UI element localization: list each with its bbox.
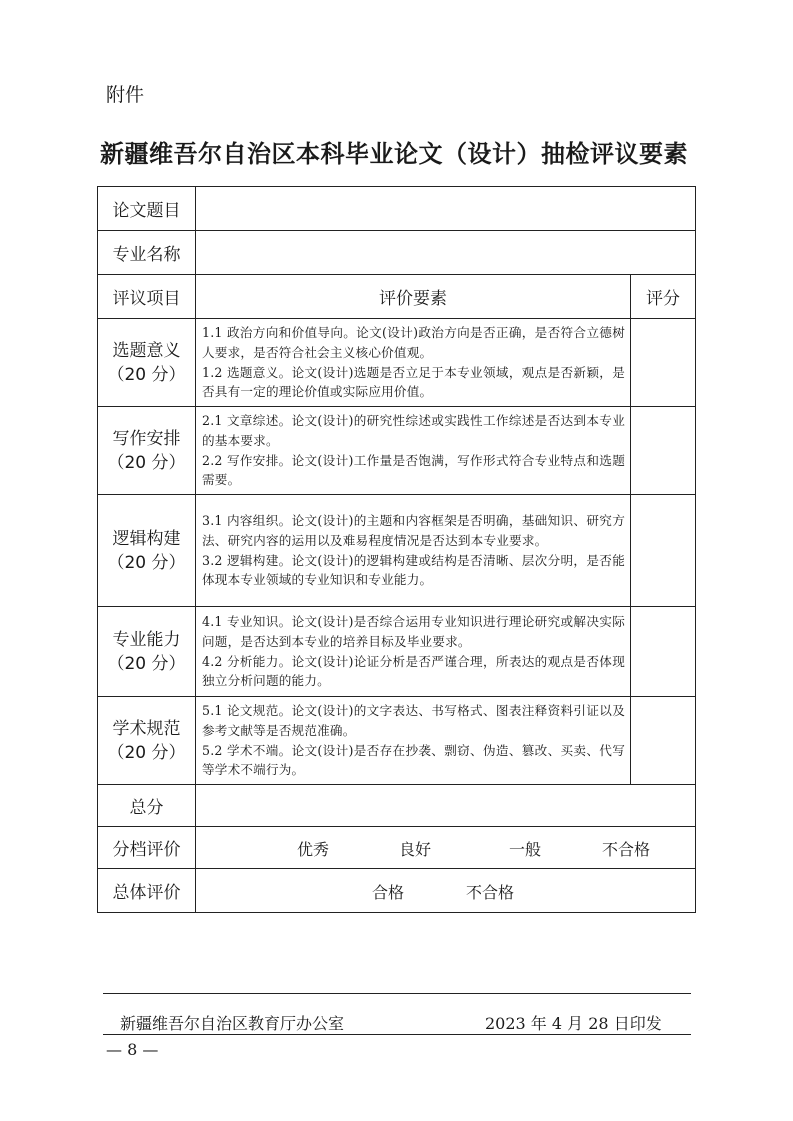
section-name: 逻辑构建 [112, 528, 181, 549]
evaluation-form-table [97, 186, 696, 913]
footer-date: 2023 年 4 月 28 日印发 [485, 1014, 662, 1033]
grade-option-excellent[interactable]: 优秀 [297, 840, 330, 859]
header-score: 评分 [631, 275, 696, 319]
header-item: 评议项目 [98, 275, 196, 319]
attachment-label: 附件 [106, 84, 145, 106]
criterion-text: 2.2 写作安排。论文(设计)工作量是否饱满，写作形式符合专业特点和选题需要。 [202, 452, 625, 488]
grade-option-fail[interactable]: 不合格 [602, 840, 651, 859]
section-points: （20 分） [107, 742, 186, 763]
section-row [98, 607, 696, 697]
section-row [98, 495, 696, 607]
criterion-text: 2.1 文章综述。论文(设计)的研究性综述或实践性工作综述是否达到本专业的基本要求。 [202, 413, 625, 448]
score-field[interactable] [631, 607, 696, 697]
section-criteria [196, 495, 631, 607]
criterion-text: 1.1 政治方向和价值导向。论文(设计)政治方向是否正确，是否符合立德树人要求，是否符合社会主义核心价值观。 [202, 325, 625, 360]
total-row [98, 785, 696, 827]
major-row [98, 231, 696, 275]
section-name: 学术规范 [112, 718, 181, 739]
score-field[interactable] [631, 495, 696, 607]
section-criteria [196, 407, 631, 495]
page-number: — 8 — [106, 1040, 159, 1059]
section-criteria [196, 319, 631, 407]
total-field[interactable] [196, 785, 696, 827]
section-label [98, 495, 196, 607]
section-label [98, 607, 196, 697]
footer-issuer: 新疆维吾尔自治区教育厅办公室 [120, 1014, 345, 1033]
overall-row [98, 869, 696, 913]
thesis-title-row [98, 187, 696, 231]
section-row [98, 319, 696, 407]
thesis-title-label: 论文题目 [98, 187, 196, 231]
score-field[interactable] [631, 697, 696, 785]
section-name: 专业能力 [112, 629, 181, 650]
section-criteria [196, 607, 631, 697]
section-name: 写作安排 [112, 428, 181, 449]
overall-option-fail[interactable]: 不合格 [466, 883, 515, 902]
grade-option-good[interactable]: 良好 [399, 840, 432, 859]
total-label: 总分 [98, 785, 196, 827]
section-points: （20 分） [107, 552, 186, 573]
criterion-text: 4.2 分析能力。论文(设计)论证分析是否严谨合理，所表达的观点是否体现独立分析问题的能力。 [202, 653, 625, 689]
criterion-text: 1.2 选题意义。论文(设计)选题是否立足于本专业领域，观点是否新颖，是否具有一定的理论价值或实际应用价值。 [202, 364, 625, 400]
section-points: （20 分） [107, 653, 186, 674]
section-row [98, 407, 696, 495]
footer-bottom-rule [103, 1034, 691, 1035]
score-field[interactable] [631, 319, 696, 407]
grade-option-average[interactable]: 一般 [509, 840, 542, 859]
criterion-text: 4.1 专业知识。论文(设计)是否综合运用专业知识进行理论研究或解决实际问题，是否达到本专业的培养目标及毕业要求。 [202, 614, 625, 649]
section-criteria [196, 697, 631, 785]
thesis-title-field[interactable] [196, 187, 696, 231]
grade-label: 分档评价 [98, 827, 196, 869]
section-points: （20 分） [107, 452, 186, 473]
section-points: （20 分） [107, 364, 186, 385]
grade-row [98, 827, 696, 869]
major-field[interactable] [196, 231, 696, 275]
criterion-text: 5.1 论文规范。论文(设计)的文字表达、书写格式、图表注释资料引证以及参考文献等是否规范准确。 [202, 703, 625, 738]
overall-options [196, 869, 696, 913]
criterion-text: 5.2 学术不端。论文(设计)是否存在抄袭、剽窃、伪造、篡改、买卖、代写等学术不端行为。 [202, 742, 625, 778]
document-title: 新疆维吾尔自治区本科毕业论文（设计）抽检评议要素 [100, 140, 688, 168]
section-label [98, 407, 196, 495]
overall-label: 总体评价 [98, 869, 196, 913]
footer-top-rule [103, 993, 691, 994]
score-field[interactable] [631, 407, 696, 495]
criterion-text: 3.1 内容组织。论文(设计)的主题和内容框架是否明确，基础知识、研究方法、研究内容的运用以及难易程度情况是否达到本专业要求。 [202, 513, 625, 548]
section-row [98, 697, 696, 785]
major-label: 专业名称 [98, 231, 196, 275]
header-row [98, 275, 696, 319]
section-label [98, 697, 196, 785]
overall-option-pass[interactable]: 合格 [372, 883, 405, 902]
header-criteria: 评价要素 [196, 275, 631, 319]
criterion-text: 3.2 逻辑构建。论文(设计)的逻辑构建或结构是否清晰、层次分明，是否能体现本专业领域的专业知识和专业能力。 [202, 552, 625, 588]
section-label [98, 319, 196, 407]
section-name: 选题意义 [112, 340, 181, 361]
grade-options [196, 827, 696, 869]
